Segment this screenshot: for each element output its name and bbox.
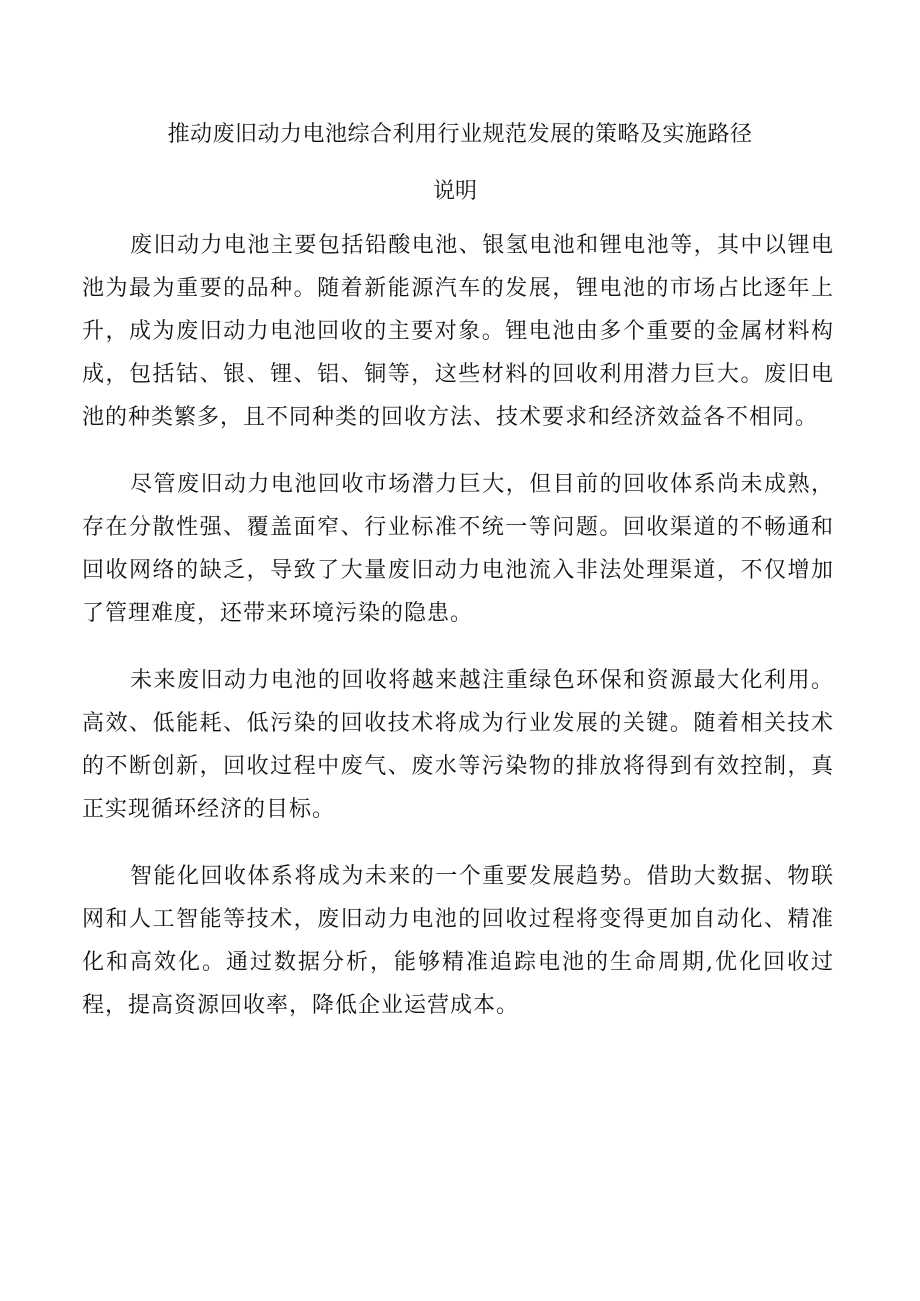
document-title: 推动废旧动力电池综合利用行业规范发展的策略及实施路径: [167, 122, 753, 147]
paragraph: 废旧动力电池主要包括铅酸电池、银氢电池和锂电池等，其中以锂电池为最为重要的品种。随着新能源汽车的发展，锂电池的市场占比逐年上升，成为废旧动力电池回收的主要对象。锂电池由多个重要的金属材料构成，包括钴、银、锂、铝、铜等，这些材料的回收利用潜力巨大。废旧电池的种类繁多，且不同种类的回收方法、技术要求和经济效益各不相同。: [82, 233, 834, 430]
paragraph: 尽管废旧动力电池回收市场潜力巨大，但目前的回收体系尚未成熟，存在分散性强、覆盖面窄、行业标准不统一等问题。回收渠道的不畅通和回收网络的缺乏，导致了大量废旧动力电池流入非法处理渠道，不仅增加了管理难度，还带来环境污染的隐患。: [82, 472, 834, 626]
paragraph: 未来废旧动力电池的回收将越来越注重绿色环保和资源最大化利用。高效、低能耗、低污染的回收技术将成为行业发展的关键。随着相关技术的不断创新，回收过程中废气、废水等污染物的排放将得到有效控制，真正实现循环经济的目标。: [82, 668, 834, 822]
paragraph: 智能化回收体系将成为未来的一个重要发展趋势。借助大数据、物联网和人工智能等技术，废旧动力电池的回收过程将变得更加自动化、精准化和高效化。通过数据分析，能够精准追踪电池的生命周期,优化回收过程，提高资源回收率，降低企业运营成本。: [82, 864, 834, 1018]
document-subtitle: 说明: [432, 179, 477, 204]
document-body: [82, 224, 834, 1049]
